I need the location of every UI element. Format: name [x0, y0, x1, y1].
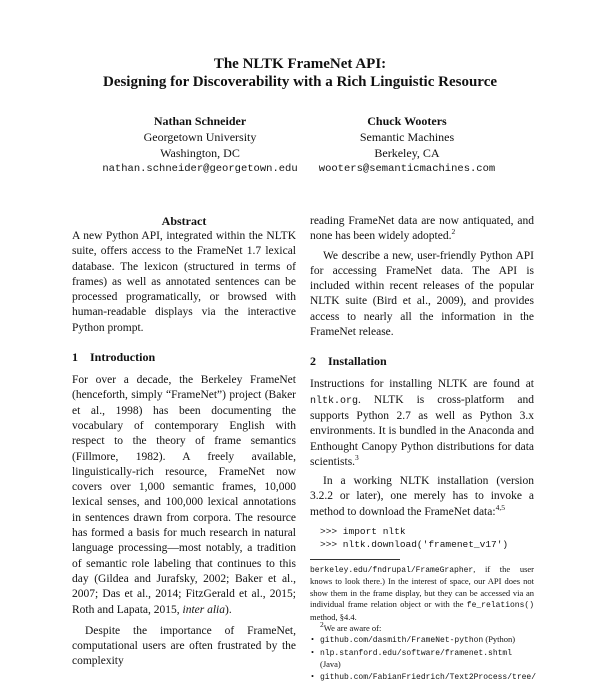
- author-email[interactable]: nathan.schneider@georgetown.edu: [102, 163, 298, 175]
- title-line-1: The NLTK FrameNet API:: [213, 56, 387, 72]
- author-location: Washington, DC: [160, 146, 240, 160]
- intro-p1-text: For over a decade, the Berkeley FrameNet (henceforth, simply “FrameNet”) project (Baker et al., 1998) has been documenting the vocabulary of contemporary English with respect to the theory of frame semantics (Fillmore, 1982). A freely available, linguistically-rich resource, FrameNet now covers over 1,000 semantic frames, 10,000 lexical senses, and 100,000 lexical annotations in sentences drawn from corpora. The resource has formed a basis for much research in natural language processing—most notably, a tradition of semantic role labeling that continues to this day (Gildea and Jurafsky, 2002; Baker et al., 2007; Das et al., 2014; FitzGerald et al., 2015; Roth and Lapata, 2015,: [72, 374, 296, 616]
- footnote-2: [310, 620, 534, 634]
- list-item: [320, 634, 534, 646]
- repo-note: (Python): [485, 634, 516, 645]
- intro-p1-italic: inter alia: [182, 603, 226, 616]
- section-number: 1: [72, 350, 78, 365]
- abstract-heading: Abstract: [161, 214, 207, 228]
- repo-list: [310, 634, 537, 683]
- author-location: Berkeley, CA: [374, 146, 440, 160]
- list-item: [320, 671, 537, 683]
- install-p1-b: . NLTK is cross-platform and supports Python 2.7 as well as Python 3.x environments. It is bundled in the Anaconda and Enthought Canopy Python distributions for data scientists.: [310, 393, 534, 468]
- author-name: Nathan Schneider: [153, 114, 247, 128]
- code-block: [310, 525, 534, 551]
- footnote-1-text: , if the user knows to look there.) In the interest of space, our API does not show them in the frame display, but they can be accessed via an individual frame relation object or with the: [310, 564, 534, 610]
- footnote-1-end: method, §4.4.: [310, 611, 357, 622]
- section-heading-installation: [310, 354, 534, 369]
- framegrapher-link[interactable]: berkeley.edu/fndrupal/FrameGrapher: [310, 566, 474, 576]
- footnote-1: [310, 564, 534, 623]
- left-column: [72, 214, 296, 670]
- footnote-2-text: We are aware of:: [323, 623, 382, 634]
- install-paragraph-2: [310, 474, 534, 520]
- footnote-rule: [310, 559, 400, 560]
- fe-relations-code: fe_relations(): [466, 601, 534, 611]
- install-p1-a: Instructions for installing NLTK are found at: [310, 378, 534, 391]
- author-block-2: [277, 113, 537, 177]
- author-affiliation: Georgetown University: [143, 130, 257, 144]
- author-name: Chuck Wooters: [367, 114, 447, 128]
- title-line-2: Designing for Discoverability with a Rich Linguistic Resource: [102, 74, 498, 90]
- right-column: [310, 214, 537, 683]
- intro-paragraph-1: [72, 373, 296, 618]
- describe-paragraph: We describe a new, user-friendly Python API for accessing FrameNet data. The API is included within recent releases of the popular NLTK suite (Bird et al., 2009), and provides access to nearly all the information in the FrameNet release.: [310, 249, 534, 339]
- section-heading-introduction: [72, 350, 296, 365]
- footnote-number: 2: [320, 620, 324, 630]
- footnote-marker: 4,5: [495, 502, 505, 512]
- footnote-marker: 2: [451, 227, 456, 237]
- install-paragraph-1: [310, 377, 534, 470]
- repo-link[interactable]: github.com/FabianFriedrich/Text2Process/tree/: [320, 672, 537, 682]
- nltk-link[interactable]: nltk.org: [310, 395, 359, 407]
- author-affiliation: Semantic Machines: [359, 130, 455, 144]
- intro-p1-end: ).: [225, 603, 232, 616]
- repo-link[interactable]: github.com/dasmith/FrameNet-python: [320, 636, 484, 646]
- footnotes: [310, 564, 537, 683]
- section-title: Introduction: [90, 350, 156, 365]
- continued-text: reading FrameNet data are now antiquated, and none has been widely adopted.: [310, 215, 534, 243]
- code-line: >>> nltk.download('framenet_v17'): [320, 539, 509, 551]
- paper-title: [0, 55, 600, 91]
- footnote-marker: 3: [355, 453, 359, 463]
- section-title: Installation: [328, 354, 387, 369]
- section-number: 2: [310, 354, 316, 369]
- install-p2-text: In a working NLTK installation (version 3.2.2 or later), one merely has to invoke a method to download the FrameNet data:: [310, 475, 534, 518]
- code-line: >>> import nltk: [320, 526, 406, 538]
- abstract-text: A new Python API, integrated within the NLTK suite, offers access to the FrameNet 1.7 lexical database. The lexicon (structured in terms of frames) as well as annotated sentences can be processed programatically, or browsed with human-readable displays via the interactive Python prompt.: [72, 230, 296, 334]
- repo-link[interactable]: nlp.stanford.edu/software/framenet.shtml: [320, 648, 513, 658]
- intro-paragraph-2: Despite the importance of FrameNet, computational users are often frustrated by the complexity: [72, 624, 296, 668]
- continued-paragraph: [310, 214, 534, 245]
- author-email[interactable]: wooters@semanticmachines.com: [318, 163, 496, 175]
- repo-note: (Java): [320, 659, 341, 670]
- list-item: [320, 647, 534, 671]
